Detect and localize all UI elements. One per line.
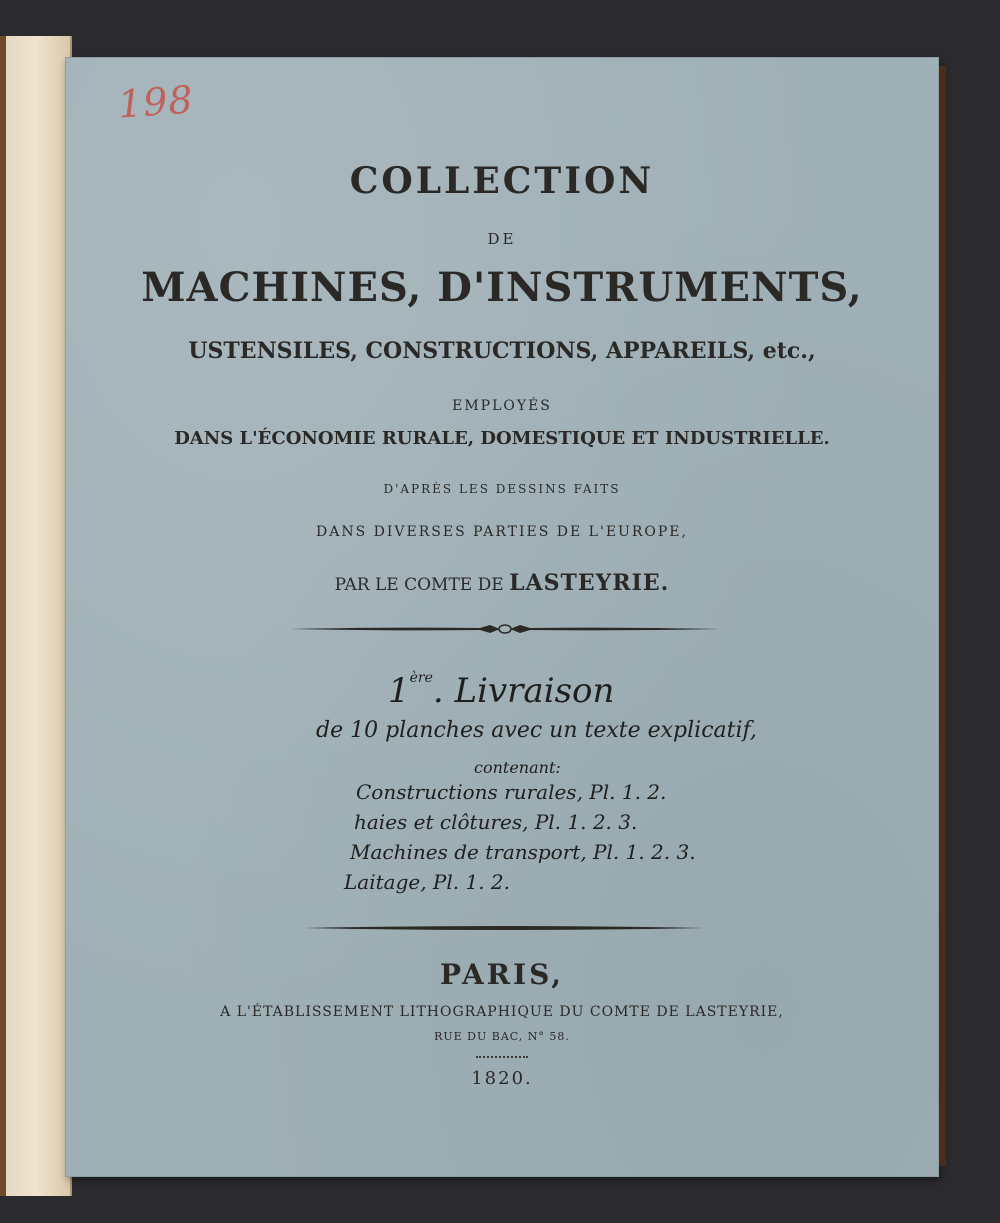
title-collection: COLLECTION: [349, 160, 655, 202]
imprint-address: RUE DU BAC, N° 58.: [434, 1030, 570, 1043]
handwritten-item: Laitage, Pl. 1. 2.: [344, 870, 511, 894]
title-author-line: [66, 570, 938, 596]
author-prefix: PAR LE COMTE DE: [334, 575, 510, 595]
handwritten-item: haies et clôtures, Pl. 1. 2. 3.: [354, 810, 638, 834]
book-flyleaf: [0, 36, 72, 1196]
handwritten-item: Constructions rurales, Pl. 1. 2.: [356, 780, 667, 804]
title-employes: EMPLOYÉS: [452, 398, 552, 414]
handwritten-contenant: contenant:: [474, 758, 561, 777]
livraison-superscript: ère: [409, 670, 433, 686]
book-spine-edge: [0, 36, 6, 1196]
title-machines: MACHINES, D'INSTRUMENTS,: [141, 264, 863, 311]
title-parties: DANS DIVERSES PARTIES DE L'EUROPE,: [316, 524, 688, 540]
decorative-rule-lower: [304, 924, 704, 932]
handwritten-shelfmark: 198: [116, 77, 195, 127]
title-page-cover: [66, 58, 938, 1176]
imprint-city: PARIS,: [439, 958, 565, 991]
imprint-year: 1820.: [471, 1068, 533, 1089]
livraison-word: . Livraison: [432, 671, 615, 711]
handwritten-livraison: [388, 670, 614, 711]
decorative-rule: [290, 622, 720, 636]
dotted-separator: [476, 1056, 528, 1062]
author-name: LASTEYRIE.: [509, 570, 670, 596]
livraison-number: 1: [388, 671, 410, 711]
imprint-establishment: A L'ÉTABLISSEMENT LITHOGRAPHIQUE DU COMTE DE LASTEYRIE,: [220, 1004, 784, 1020]
title-economie: DANS L'ÉCONOMIE RURALE, DOMESTIQUE ET INDUSTRIELLE.: [174, 428, 830, 449]
title-apres: D'APRÈS LES DESSINS FAITS: [383, 482, 621, 496]
handwritten-planches: de 10 planches avec un texte explicatif,: [316, 718, 757, 743]
title-de: DE: [487, 230, 517, 248]
handwritten-item: Machines de transport, Pl. 1. 2. 3.: [350, 840, 696, 864]
title-ustensiles: USTENSILES, CONSTRUCTIONS, APPAREILS, etc.,: [188, 338, 816, 364]
